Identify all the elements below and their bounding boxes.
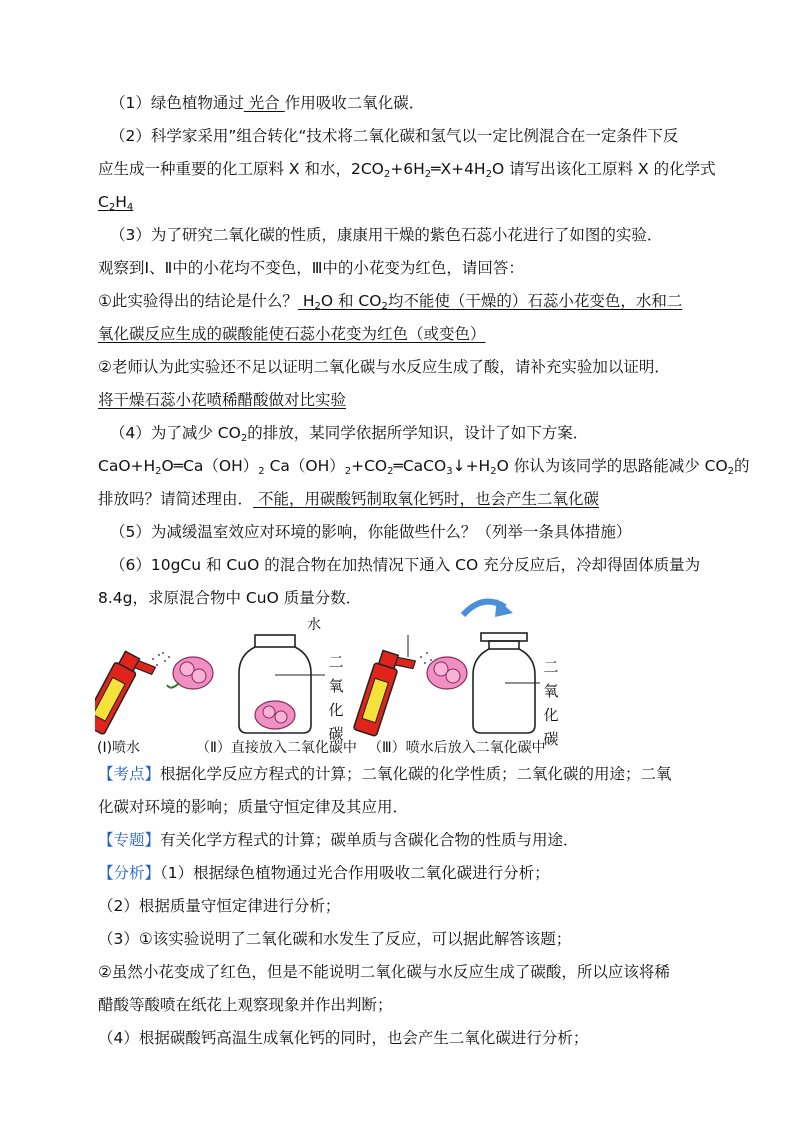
figure-label-3: （Ⅲ）喷水后放入二氧化碳中	[368, 740, 546, 756]
spray-bottle-icon	[353, 649, 415, 741]
q4-sub: 2	[387, 466, 394, 477]
q2-text-b: +6H	[390, 160, 425, 178]
flower-icon	[167, 657, 213, 689]
fenxi-line2: （2）根据质量守恒定律进行分析；	[98, 897, 341, 915]
co2-char: 化	[328, 701, 344, 719]
co2-vertical-label	[327, 650, 345, 746]
figure-label-2: （Ⅱ）直接放入二氧化碳中	[196, 740, 357, 756]
q3-answer1-part2: 氧化碳反应生成的碳酸能使石蕊小花变为红色（或变色）	[98, 325, 486, 343]
fenxi-line5: 醋酸等酸喷在纸花上观察现象并作出判断；	[98, 996, 393, 1014]
q4-line3	[98, 488, 599, 510]
q3-ans-c: 均不能使（干燥的）石蕊小花变色，水和二	[387, 292, 683, 310]
fenxi-line6: （4）根据碳酸钙高温生成氧化钙的同时，也会产生二氧化碳进行分析；	[98, 1029, 589, 1047]
q2-text-d: O 请写出该化工原料 X 的化学式	[491, 160, 716, 178]
q4-sub: 2	[155, 466, 162, 477]
q4-sub: 2	[344, 466, 352, 477]
q4-eq-g: O 你认为该同学的思路能减少 CO	[496, 457, 728, 475]
q3-answer1-part1	[298, 292, 682, 310]
flower-icon	[427, 657, 467, 689]
q3-answer2: 将干燥石蕊小花喷稀醋酸做对比实验	[98, 391, 347, 409]
q1-text-end: 作用吸收二氧化碳．	[284, 94, 425, 112]
q3-sub: 2	[381, 301, 388, 312]
jar-icon	[473, 633, 540, 733]
q4-answer: 不能，用碳酸钙制取氧化钙时，也会产生二氧化碳	[253, 490, 599, 508]
co2-char: 碳	[328, 725, 344, 743]
kaodian-tag: 【考点】	[98, 765, 161, 783]
q3-line1: （3）为了研究二氧化碳的性质，康康用干燥的紫色石蕊小花进行了如图的实验．	[110, 226, 663, 244]
q3-line3	[98, 290, 682, 312]
q2-answer-sub: 2	[108, 202, 116, 213]
q2-answer-sub: 4	[126, 202, 134, 213]
q4-eq-d: +CO	[351, 457, 388, 475]
q4-question: 排放吗？请简述理由．	[98, 490, 254, 508]
fenxi-line1	[98, 862, 550, 884]
q2-answer-h: H	[115, 193, 127, 211]
co2-char: 氧	[328, 677, 344, 695]
zhuanti-text: 有关化学方程式的计算；碳单质与含碳化合物的性质与用途．	[160, 831, 579, 849]
q2-sub: 2	[383, 169, 391, 180]
fenxi-tag: 【分析】	[98, 864, 161, 882]
q3-sub: 2	[314, 301, 321, 312]
fenxi-text: （1）根据绿色植物通过光合作用吸收二氧化碳进行分析；	[160, 864, 550, 882]
q4-sub: 2	[727, 466, 735, 477]
co2-char: 二	[328, 653, 344, 671]
q3-ans-a: H	[297, 292, 315, 310]
figure-label-1: (I)喷水	[97, 740, 141, 756]
kaodian-text: 根据化学反应方程式的计算；二氧化碳的化学性质；二氧化碳的用途；二氧	[160, 765, 672, 783]
q2-text-a: 应生成一种重要的化工原料 X 和水，2CO	[98, 160, 384, 178]
q3-question2: ②老师认为此实验还不足以证明二氧化碳与水反应生成了酸，请补充实验加以证明．	[98, 358, 670, 376]
co2-char: 碳	[543, 730, 559, 748]
q2-text-c: ═X+4H	[431, 160, 486, 178]
zhuanti-tag: 【专题】	[98, 831, 161, 849]
q1-answer: 光合	[243, 94, 285, 112]
q4-eq-a: CaO+H	[98, 457, 156, 475]
kaodian-line1	[98, 763, 672, 785]
q2-sub: 2	[485, 169, 492, 180]
q4-eq-b: O═Ca（OH）	[161, 457, 259, 475]
q3-ans-b: O 和 CO	[320, 292, 382, 310]
q2-answer-c: C	[98, 193, 109, 211]
fenxi-line3: （3）①该实验说明了二氧化碳和水发生了反应，可以据此解答该题；	[98, 930, 572, 948]
co2-char: 氧	[543, 682, 559, 700]
flower-icon	[255, 701, 295, 729]
spray-bottle-icon	[95, 649, 155, 741]
spray-mist	[420, 652, 432, 664]
q4-text-a: （4）为了减少 CO	[110, 424, 241, 442]
q4-equation-line	[98, 455, 750, 477]
experiment-figure	[95, 595, 615, 745]
q4-eq-e: ═CaCO	[393, 457, 447, 475]
q4-line1	[110, 422, 588, 444]
q4-sub: 2	[240, 433, 248, 444]
q4-eq-h: 的	[734, 457, 750, 475]
kaodian-line2: 化碳对环境的影响；质量守恒定律及其应用．	[98, 798, 409, 816]
co2-char: 二	[543, 658, 559, 676]
zhuanti-line	[98, 829, 579, 851]
q1-line	[110, 92, 424, 114]
q2-sub: 2	[424, 169, 432, 180]
fenxi-line4: ②虽然小花变成了红色，但是不能说明二氧化碳与水反应生成了碳酸，所以应该将稀	[98, 963, 670, 981]
q6-line1: （6）10gCu 和 CuO 的混合物在加热情况下通入 CO 充分反应后，冷却得固体质量为	[110, 556, 701, 574]
q1-text: （1）绿色植物通过	[110, 94, 244, 112]
q3-line2: 观察到Ⅰ、Ⅱ中的小花均不变色，Ⅲ中的小花变为红色，请回答：	[98, 259, 524, 277]
q4-sub3: 3	[446, 466, 453, 477]
water-label: 水	[307, 617, 321, 633]
spray-mist	[152, 652, 170, 666]
q2-answer	[98, 191, 133, 213]
q2-line2	[98, 158, 716, 180]
q4-sub: 2	[258, 466, 265, 477]
q4-sub: 2	[490, 466, 497, 477]
q4-text-b: 的排放，某同学依据所学知识，设计了如下方案．	[247, 424, 589, 442]
q6-line2: 8.4g，求原混合物中 CuO 质量分数．	[98, 589, 362, 607]
q4-eq-c: Ca（OH）	[264, 457, 345, 475]
q3-question1: ①此实验得出的结论是什么？	[98, 292, 298, 310]
q5-line: （5）为减缓温室效应对环境的影响，你能做些什么？（列举一条具体措施）	[110, 523, 632, 541]
q2-line1: （2）科学家采用”组合转化“技术将二氧化碳和氢气以一定比例混合在一定条件下反	[110, 127, 679, 145]
curved-arrow-icon	[463, 599, 513, 617]
co2-char: 化	[543, 706, 559, 724]
q4-eq-f: ↓+H	[452, 457, 491, 475]
